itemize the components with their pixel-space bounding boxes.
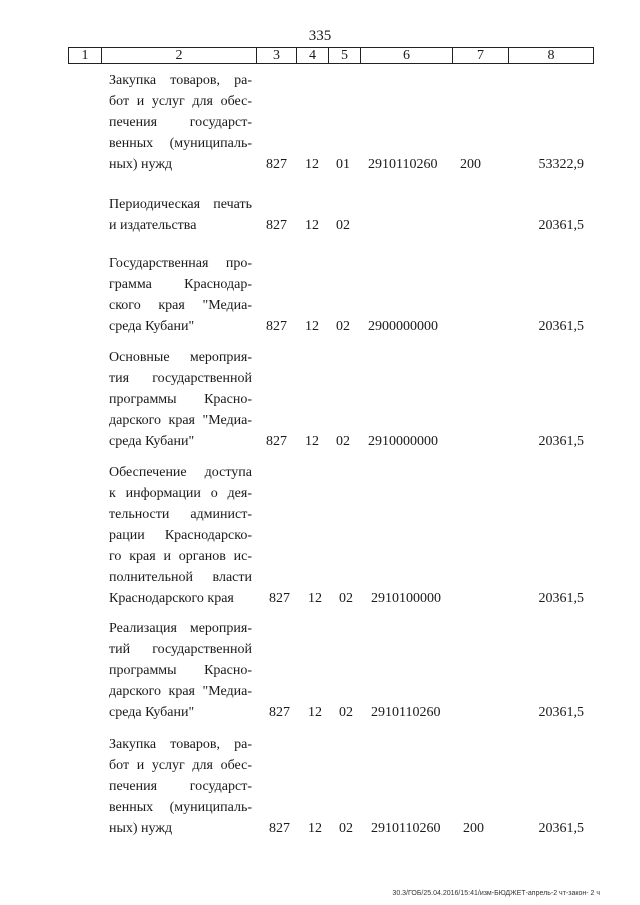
row-code-section: 12 xyxy=(305,218,319,233)
row-description xyxy=(109,347,252,452)
row-description-line: ных) нужд xyxy=(109,157,173,172)
column-header-1: 1 xyxy=(69,48,102,64)
row-description xyxy=(109,462,252,609)
row-code-admin: 827 xyxy=(266,157,287,172)
column-header-row xyxy=(68,47,594,64)
row-amount: 20361,5 xyxy=(538,821,584,836)
row-code-subsection: 02 xyxy=(339,591,353,606)
row-code-section: 12 xyxy=(308,591,322,606)
row-description-line: среда Кубани" xyxy=(109,434,195,449)
row-code-section: 12 xyxy=(308,705,322,720)
row-code-target-article: 2910110260 xyxy=(371,821,441,836)
row-description xyxy=(109,194,252,236)
row-description-line: бот и услуг для обес- xyxy=(109,94,252,109)
row-code-target-article: 2910100000 xyxy=(371,591,441,606)
column-header-8: 8 xyxy=(509,48,594,64)
row-code-admin: 827 xyxy=(269,821,290,836)
row-description-line: среда Кубани" xyxy=(109,319,195,334)
row-description-line: Реализация мероприя- xyxy=(109,621,252,636)
row-code-subsection: 02 xyxy=(339,705,353,720)
footer-file-stamp: 30.3/ГОБ/25.04.2016/15:41/изм-БЮДЖЕТ-апрель-2 чт-закон- 2 ч xyxy=(392,890,600,897)
row-amount: 20361,5 xyxy=(538,218,584,233)
row-description xyxy=(109,734,252,839)
row-description-line: Закупка товаров, ра- xyxy=(109,73,252,88)
row-description-line: Закупка товаров, ра- xyxy=(109,737,252,752)
row-description-line: дарского края "Медиа- xyxy=(109,413,252,428)
row-code-expense-type: 200 xyxy=(460,157,481,172)
column-header-4: 4 xyxy=(297,48,329,64)
row-code-target-article: 2900000000 xyxy=(368,319,438,334)
row-code-subsection: 02 xyxy=(336,218,350,233)
row-code-subsection: 01 xyxy=(336,157,350,172)
row-description-line: тельности админист- xyxy=(109,507,252,522)
row-description-line: печения государст- xyxy=(109,115,252,130)
row-code-target-article: 2910110260 xyxy=(371,705,441,720)
row-description-line: Основные мероприя- xyxy=(109,350,252,365)
row-code-section: 12 xyxy=(305,434,319,449)
column-header-2: 2 xyxy=(102,48,257,64)
row-code-admin: 827 xyxy=(266,434,287,449)
row-code-target-article: 2910110260 xyxy=(368,157,438,172)
row-description xyxy=(109,253,252,337)
row-description-line: программы Красно- xyxy=(109,392,252,407)
row-description-line: тия государственной xyxy=(109,371,252,386)
row-description-line: Обеспечение доступа xyxy=(109,465,252,480)
row-code-section: 12 xyxy=(305,157,319,172)
row-code-admin: 827 xyxy=(266,218,287,233)
row-code-target-article: 2910000000 xyxy=(368,434,438,449)
row-description-line: среда Кубани" xyxy=(109,705,195,720)
row-amount: 20361,5 xyxy=(538,434,584,449)
row-description-line: ных) нужд xyxy=(109,821,173,836)
row-description-line: полнительной власти xyxy=(109,570,252,585)
row-code-admin: 827 xyxy=(269,705,290,720)
row-description-line: тий государственной xyxy=(109,642,252,657)
row-description-line: печения государст- xyxy=(109,779,252,794)
row-description-line: Периодическая печать xyxy=(109,197,252,212)
row-description-line: к информации о дея- xyxy=(109,486,252,501)
row-code-admin: 827 xyxy=(266,319,287,334)
page-number: 335 xyxy=(308,28,332,44)
row-description-line: ского края "Медиа- xyxy=(109,298,252,313)
column-header-5: 5 xyxy=(329,48,361,64)
row-code-expense-type: 200 xyxy=(463,821,484,836)
row-code-subsection: 02 xyxy=(336,319,350,334)
row-code-section: 12 xyxy=(308,821,322,836)
row-description xyxy=(109,70,252,175)
row-code-admin: 827 xyxy=(269,591,290,606)
row-amount: 20361,5 xyxy=(538,319,584,334)
row-description-line: венных (муниципаль- xyxy=(109,800,252,815)
row-description-line: дарского края "Медиа- xyxy=(109,684,252,699)
row-description-line: грамма Краснодар- xyxy=(109,277,252,292)
row-description-line: венных (муниципаль- xyxy=(109,136,252,151)
row-description-line: Государственная про- xyxy=(109,256,252,271)
row-amount: 20361,5 xyxy=(538,705,584,720)
column-header-7: 7 xyxy=(453,48,509,64)
row-description xyxy=(109,618,252,723)
row-description-line: Краснодарского края xyxy=(109,591,234,606)
column-header-6: 6 xyxy=(361,48,453,64)
row-description-line: и издательства xyxy=(109,218,197,233)
column-header-3: 3 xyxy=(257,48,297,64)
row-amount: 53322,9 xyxy=(538,157,584,172)
row-amount: 20361,5 xyxy=(538,591,584,606)
row-description-line: программы Красно- xyxy=(109,663,252,678)
row-code-section: 12 xyxy=(305,319,319,334)
row-code-subsection: 02 xyxy=(336,434,350,449)
row-code-subsection: 02 xyxy=(339,821,353,836)
row-description-line: рации Краснодарско- xyxy=(109,528,252,543)
row-description-line: бот и услуг для обес- xyxy=(109,758,252,773)
row-description-line: го края и органов ис- xyxy=(109,549,252,564)
